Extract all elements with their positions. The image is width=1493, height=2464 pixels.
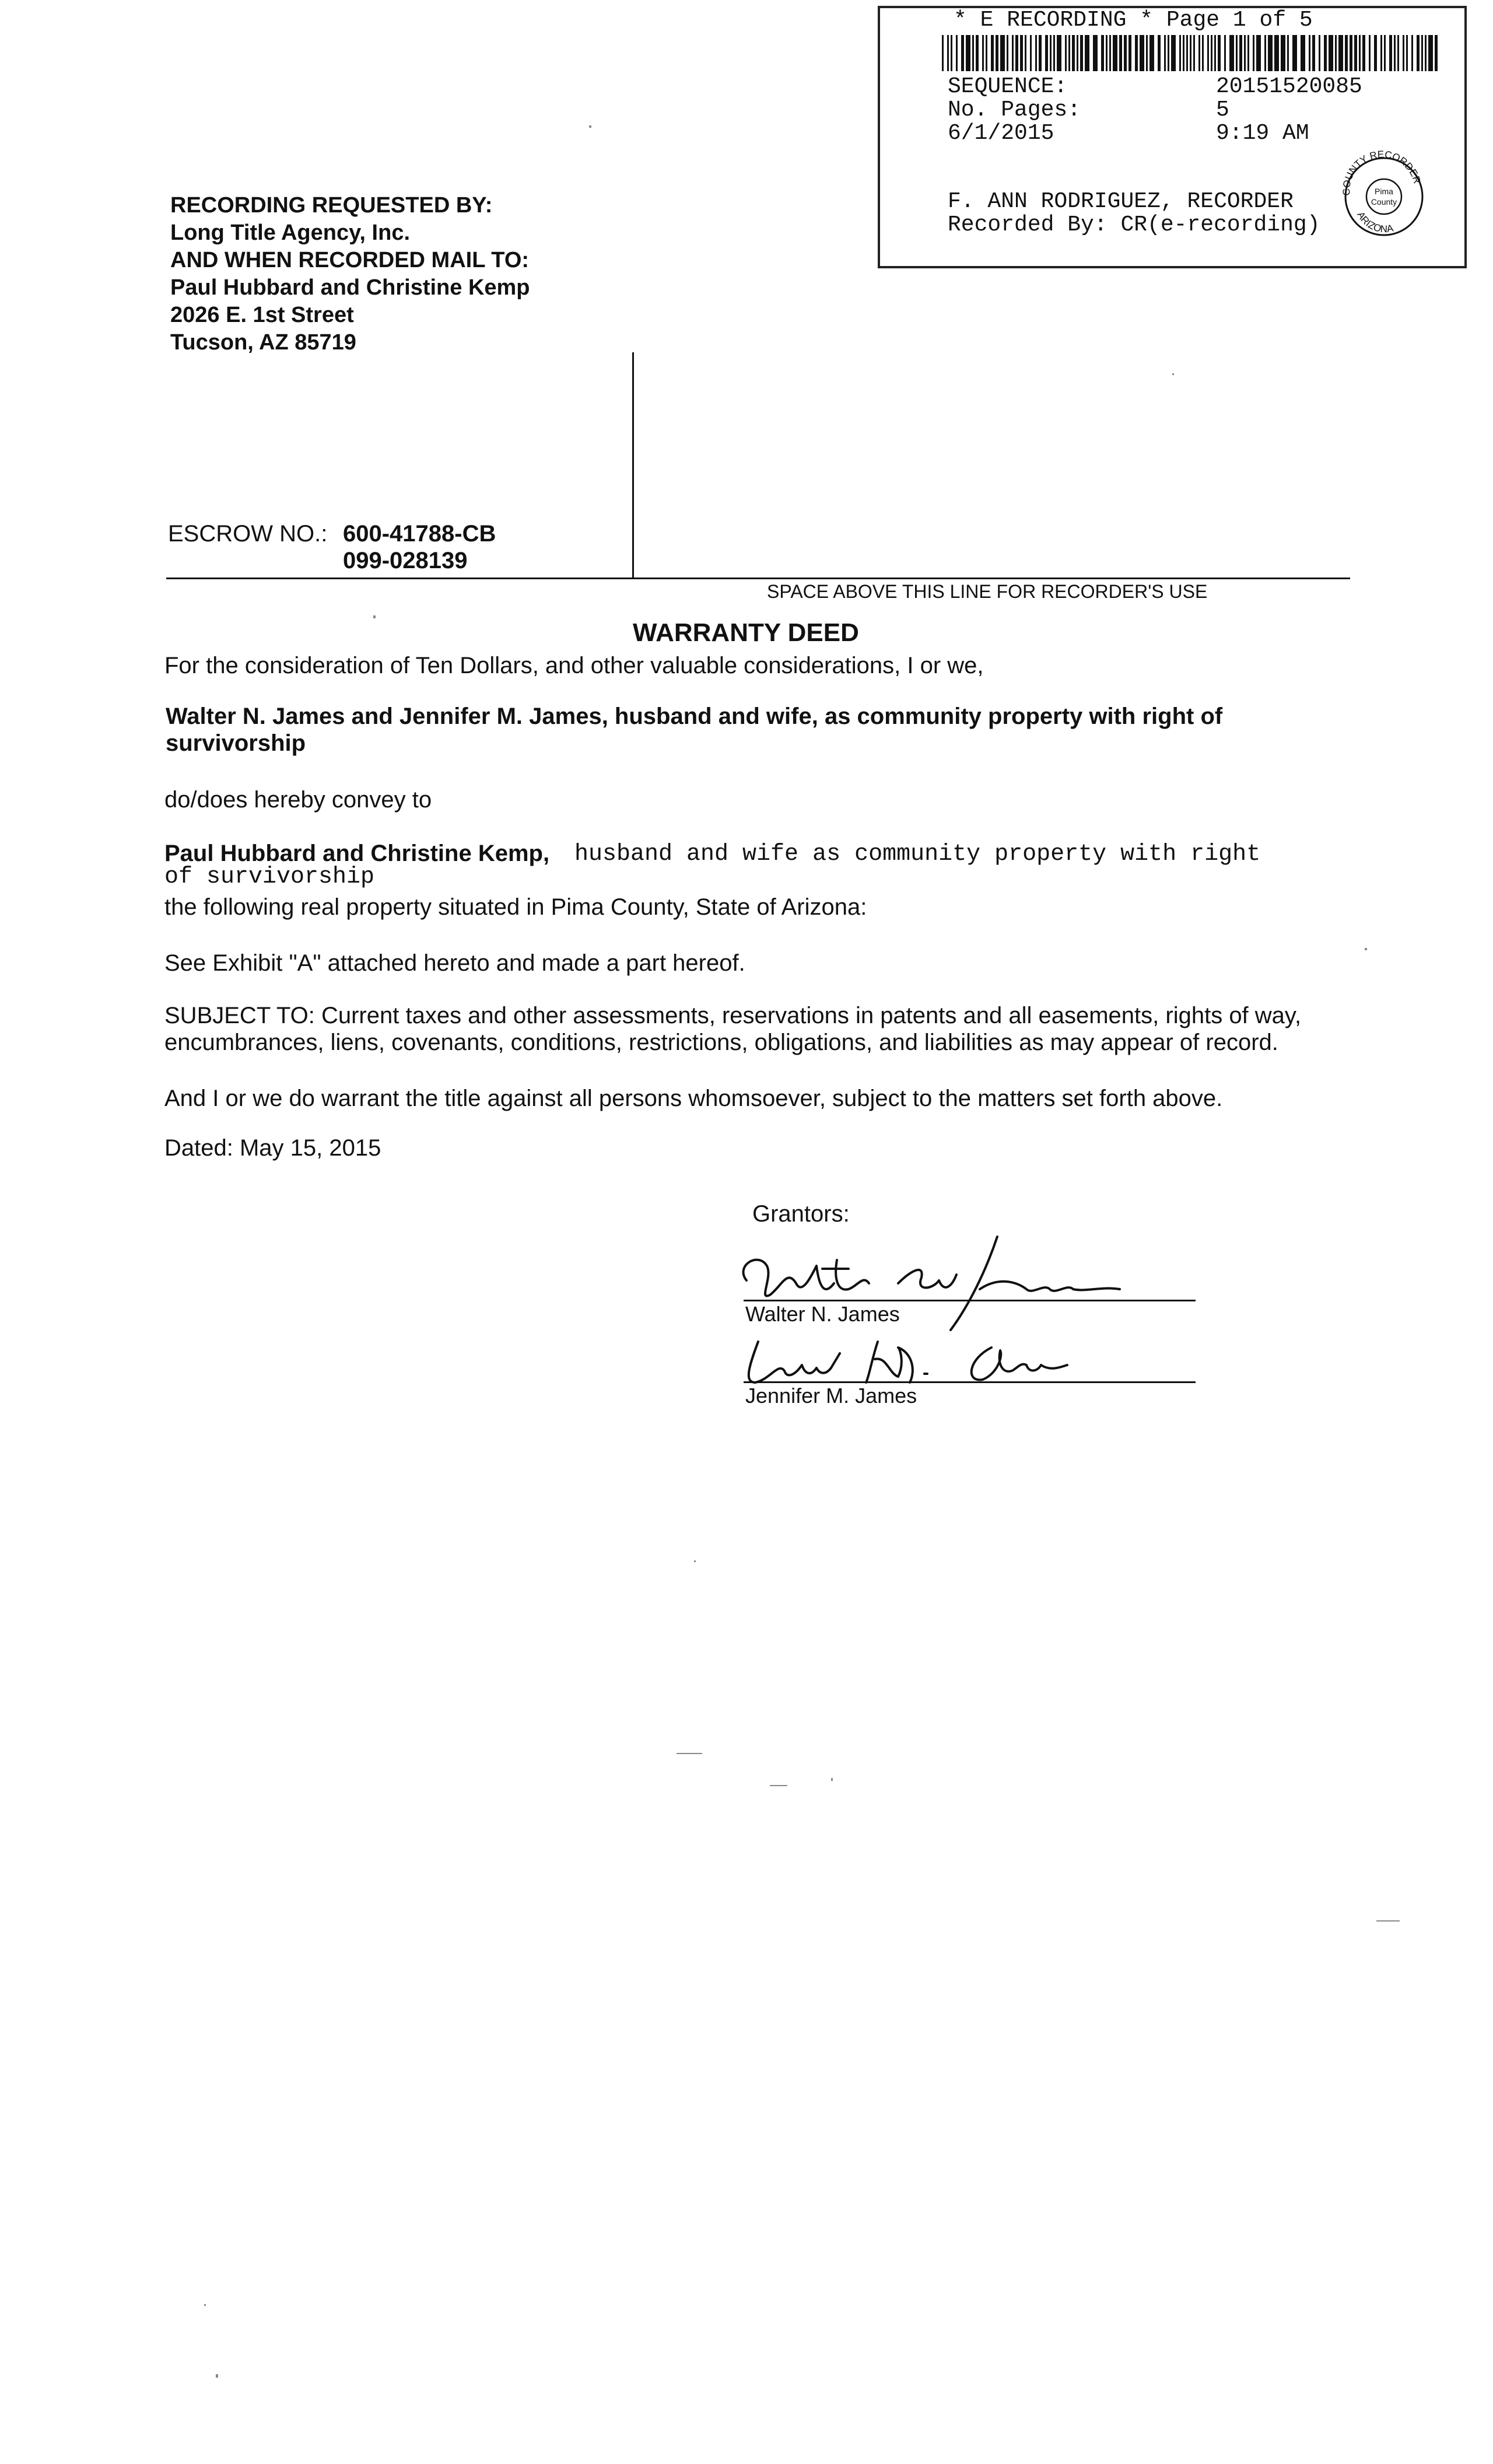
signature-line-2 bbox=[744, 1381, 1196, 1383]
barcode-bar bbox=[976, 35, 979, 71]
grantors-names: Walter N. James and Jennifer M. James, husband and wife, as community property with right of survivorship bbox=[166, 704, 1223, 756]
subject-to-line-1: SUBJECT TO: Current taxes and other assessments, reservations in patents and all easements, rights of way, bbox=[164, 1003, 1302, 1028]
barcode-bar bbox=[1057, 35, 1061, 71]
mail-to-city: Tucson, AZ 85719 bbox=[170, 330, 356, 355]
barcode-bar bbox=[1007, 35, 1008, 71]
recorded-by: Recorded By: CR(e-recording) bbox=[948, 212, 1320, 237]
svg-text:COUNTY RECORDER: COUNTY RECORDER bbox=[1341, 149, 1423, 196]
recording-header: * E RECORDING * Page 1 of 5 bbox=[954, 8, 1313, 33]
barcode-bar bbox=[1080, 35, 1083, 71]
barcode-bar bbox=[1403, 35, 1404, 71]
barcode-bar bbox=[1068, 35, 1070, 71]
recording-requested-label: RECORDING REQUESTED BY: bbox=[170, 193, 493, 218]
barcode-bar bbox=[1329, 35, 1333, 71]
barcode-bar bbox=[1050, 35, 1052, 71]
barcode-bar bbox=[1214, 35, 1216, 71]
subject-to-line-2: encumbrances, liens, covenants, conditions, restrictions, obligations, and liabilities as may appear of record. bbox=[164, 1030, 1278, 1055]
scan-speck bbox=[1365, 948, 1367, 950]
recorders-use-line bbox=[166, 578, 1350, 579]
barcode-bar bbox=[1025, 35, 1026, 71]
barcode-bar bbox=[1380, 35, 1382, 71]
barcode-bar bbox=[1183, 35, 1184, 71]
barcode-bar bbox=[1229, 35, 1234, 71]
barcode-bar bbox=[1281, 35, 1285, 71]
barcode-bar bbox=[1239, 35, 1242, 71]
barcode-bar bbox=[1345, 35, 1348, 71]
signature-line-1 bbox=[744, 1300, 1196, 1301]
barcode bbox=[942, 35, 1443, 71]
barcode-bar bbox=[1224, 35, 1226, 71]
escrow-number-secondary: 099-028139 bbox=[343, 548, 468, 573]
barcode-bar bbox=[1158, 35, 1161, 71]
barcode-bar bbox=[1338, 35, 1343, 71]
barcode-bar bbox=[966, 35, 970, 71]
barcode-bar bbox=[1411, 35, 1413, 71]
barcode-bar bbox=[1268, 35, 1273, 71]
barcode-bar bbox=[1128, 35, 1131, 71]
barcode-bar bbox=[1168, 35, 1169, 71]
sequence-value: 20151520085 bbox=[1216, 74, 1362, 99]
signer-name-1: Walter N. James bbox=[745, 1302, 900, 1326]
barcode-bar bbox=[1211, 35, 1212, 71]
barcode-bar bbox=[991, 35, 994, 71]
barcode-bar bbox=[1106, 35, 1108, 71]
barcode-bar bbox=[1198, 35, 1200, 71]
barcode-bar bbox=[1406, 35, 1408, 71]
barcode-bar bbox=[1146, 35, 1148, 71]
barcode-bar bbox=[1030, 35, 1032, 71]
barcode-bar bbox=[1253, 35, 1254, 71]
mail-to-label: AND WHEN RECORDED MAIL TO: bbox=[170, 248, 530, 272]
barcode-bar bbox=[1179, 35, 1181, 71]
barcode-bar bbox=[1425, 35, 1427, 71]
barcode-bar bbox=[1244, 35, 1246, 71]
barcode-bar bbox=[1428, 35, 1433, 71]
barcode-bar bbox=[1319, 35, 1320, 71]
barcode-bar bbox=[1065, 35, 1067, 71]
scan-speck bbox=[589, 125, 591, 128]
barcode-bar bbox=[1072, 35, 1075, 71]
barcode-bar bbox=[1193, 35, 1195, 71]
barcode-bar bbox=[1149, 35, 1154, 71]
barcode-bar bbox=[1218, 35, 1221, 71]
barcode-bar bbox=[1292, 35, 1297, 71]
scan-speck bbox=[677, 1753, 702, 1754]
barcode-bar bbox=[1124, 35, 1127, 71]
barcode-bar bbox=[1020, 35, 1023, 71]
barcode-bar bbox=[1135, 35, 1138, 71]
barcode-bar bbox=[1312, 35, 1315, 71]
dated-line: Dated: May 15, 2015 bbox=[164, 1135, 381, 1161]
recording-time: 9:19 AM bbox=[1216, 121, 1309, 146]
warranty-clause: And I or we do warrant the title against all persons whomsoever, subject to the matters set forth above. bbox=[164, 1086, 1223, 1111]
barcode-bar bbox=[1309, 35, 1310, 71]
barcode-bar bbox=[1324, 35, 1327, 71]
barcode-bar bbox=[1093, 35, 1098, 71]
scan-speck bbox=[694, 1560, 696, 1562]
barcode-bar bbox=[1247, 35, 1249, 71]
sequence-label: SEQUENCE: bbox=[948, 74, 1068, 99]
barcode-bar bbox=[1359, 35, 1361, 71]
barcode-bar bbox=[1015, 35, 1018, 71]
barcode-bar bbox=[986, 35, 987, 71]
escrow-label: ESCROW NO.: bbox=[168, 521, 328, 547]
vertical-divider bbox=[632, 352, 634, 579]
barcode-bar bbox=[1113, 35, 1117, 71]
barcode-bar bbox=[1202, 35, 1204, 71]
requesting-agency: Long Title Agency, Inc. bbox=[170, 220, 411, 245]
barcode-bar bbox=[1171, 35, 1176, 71]
barcode-bar bbox=[1101, 35, 1104, 71]
grantees-vesting-cont: of survivorship bbox=[164, 864, 375, 890]
barcode-bar bbox=[1186, 35, 1188, 71]
barcode-bar bbox=[1384, 35, 1386, 71]
scan-speck bbox=[373, 615, 376, 618]
barcode-bar bbox=[1389, 35, 1392, 71]
barcode-bar bbox=[1435, 35, 1438, 71]
barcode-bar bbox=[1053, 35, 1055, 71]
svg-text:Pima: Pima bbox=[1375, 187, 1393, 196]
barcode-bar bbox=[996, 35, 998, 71]
scan-speck bbox=[1172, 373, 1174, 375]
barcode-bar bbox=[1274, 35, 1279, 71]
barcode-bar bbox=[1264, 35, 1266, 71]
barcode-bar bbox=[1190, 35, 1191, 71]
scan-speck bbox=[770, 1785, 787, 1786]
barcode-bar bbox=[1109, 35, 1111, 71]
grantees-vesting: husband and wife as community property with right bbox=[574, 841, 1261, 867]
barcode-bar bbox=[1045, 35, 1048, 71]
svg-text:ARIZONA: ARIZONA bbox=[1355, 209, 1394, 235]
barcode-bar bbox=[1354, 35, 1357, 71]
barcode-bar bbox=[972, 35, 974, 71]
recording-date: 6/1/2015 bbox=[948, 121, 1054, 146]
svg-text:County: County bbox=[1371, 197, 1397, 206]
signer-name-2: Jennifer M. James bbox=[745, 1384, 917, 1408]
escrow-number: 600-41788-CB bbox=[343, 521, 496, 547]
pages-label: No. Pages: bbox=[948, 97, 1081, 123]
county-recorder-seal bbox=[1333, 149, 1449, 242]
mail-to-names: Paul Hubbard and Christine Kemp bbox=[170, 275, 530, 300]
barcode-bar bbox=[1039, 35, 1042, 71]
barcode-bar bbox=[1374, 35, 1377, 71]
scan-speck bbox=[831, 1778, 833, 1781]
barcode-bar bbox=[1140, 35, 1144, 71]
barcode-bar bbox=[982, 35, 984, 71]
barcode-bar bbox=[1362, 35, 1365, 71]
exhibit-clause: See Exhibit "A" attached hereto and made a part hereof. bbox=[164, 950, 745, 976]
barcode-bar bbox=[1236, 35, 1238, 71]
barcode-bar bbox=[1417, 35, 1420, 71]
barcode-bar bbox=[1164, 35, 1166, 71]
scan-speck bbox=[204, 2304, 206, 2306]
mail-to-street: 2026 E. 1st Street bbox=[170, 303, 354, 327]
recorder-name: F. ANN RODRIGUEZ, RECORDER bbox=[948, 189, 1294, 214]
barcode-bar bbox=[961, 35, 964, 71]
barcode-bar bbox=[1000, 35, 1005, 71]
consideration-clause: For the consideration of Ten Dollars, and other valuable considerations, I or we, bbox=[164, 653, 984, 678]
barcode-bar bbox=[1287, 35, 1289, 71]
pages-value: 5 bbox=[1216, 97, 1229, 123]
barcode-bar bbox=[947, 35, 949, 71]
scan-speck bbox=[216, 2374, 218, 2378]
grantors-label: Grantors: bbox=[752, 1201, 850, 1227]
barcode-bar bbox=[951, 35, 952, 71]
barcode-bar bbox=[1397, 35, 1399, 71]
barcode-bar bbox=[1256, 35, 1261, 71]
barcode-bar bbox=[1077, 35, 1078, 71]
barcode-bar bbox=[1012, 35, 1014, 71]
convey-clause: do/does hereby convey to bbox=[164, 787, 432, 813]
property-clause: the following real property situated in Pima County, State of Arizona: bbox=[164, 894, 867, 920]
barcode-bar bbox=[1119, 35, 1122, 71]
barcode-bar bbox=[1085, 35, 1089, 71]
recorders-use-caption: SPACE ABOVE THIS LINE FOR RECORDER'S USE bbox=[767, 581, 1208, 602]
barcode-bar bbox=[942, 35, 944, 71]
deed-title: WARRANTY DEED bbox=[633, 618, 859, 647]
barcode-bar bbox=[1350, 35, 1352, 71]
barcode-bar bbox=[1369, 35, 1371, 71]
barcode-bar bbox=[1335, 35, 1337, 71]
barcode-bar bbox=[956, 35, 958, 71]
barcode-bar bbox=[1421, 35, 1423, 71]
barcode-bar bbox=[1394, 35, 1396, 71]
barcode-bar bbox=[1207, 35, 1209, 71]
scan-speck bbox=[1376, 1920, 1400, 1922]
barcode-bar bbox=[1301, 35, 1305, 71]
grantees-names: Paul Hubbard and Christine Kemp, bbox=[164, 841, 550, 866]
barcode-bar bbox=[1035, 35, 1037, 71]
